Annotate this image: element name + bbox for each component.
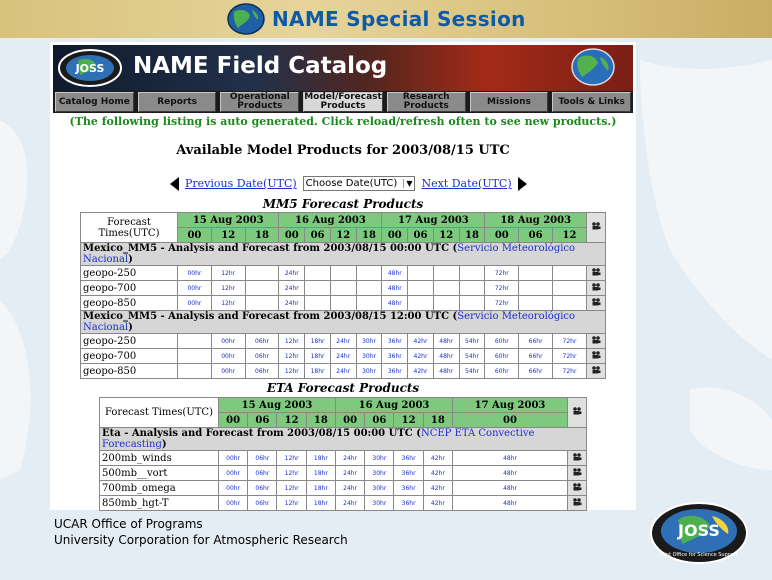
date-select-value: Choose Date(UTC) <box>305 178 398 189</box>
product-link[interactable]: 24hr <box>279 281 305 296</box>
empty-cell <box>178 334 212 349</box>
movie-link[interactable] <box>568 451 587 466</box>
movie-link[interactable] <box>587 296 606 311</box>
group-paren-close: ) <box>128 322 133 333</box>
product-link[interactable]: 48hr <box>433 364 459 379</box>
product-link[interactable]: 06hr <box>245 364 279 379</box>
next-arrow-icon[interactable] <box>518 177 527 191</box>
footer <box>54 516 348 548</box>
globe-icon <box>226 2 266 36</box>
table-row <box>81 266 606 281</box>
date-navigation <box>170 176 527 191</box>
product-link[interactable]: 72hr <box>485 281 519 296</box>
product-link[interactable]: 42hr <box>423 481 452 496</box>
product-link[interactable]: 54hr <box>459 364 485 379</box>
product-link[interactable]: 48hr <box>382 281 408 296</box>
product-link[interactable]: 24hr <box>336 466 365 481</box>
catalog-header <box>53 45 633 91</box>
variable-name: geopo-850 <box>81 296 178 311</box>
tab-research-products[interactable]: Research Products <box>387 92 466 112</box>
forecast-times-header: Forecast Times(UTC) <box>81 213 178 243</box>
product-link[interactable]: 36hr <box>382 364 408 379</box>
empty-cell <box>330 266 356 281</box>
group-title-text: Mexico_MM5 - Analysis and Forecast from 2003/08/15 00:00 UTC <box>83 243 450 254</box>
product-link[interactable]: 00hr <box>219 481 248 496</box>
joss-logo-text: JOSS <box>75 62 105 75</box>
product-link[interactable]: 24hr <box>336 451 365 466</box>
variable-name: 500mb__vort <box>100 466 219 481</box>
day-header: 18 Aug 2003 <box>485 213 587 228</box>
hour-header: 18 <box>356 228 382 243</box>
product-link[interactable]: 48hr <box>453 451 568 466</box>
product-link[interactable]: 12hr <box>279 364 305 379</box>
product-link[interactable]: 48hr <box>453 481 568 496</box>
product-link[interactable]: 12hr <box>277 481 306 496</box>
hour-header: 06 <box>408 228 434 243</box>
hour-header: 06 <box>519 228 553 243</box>
product-link[interactable]: 72hr <box>552 349 586 364</box>
empty-cell <box>330 281 356 296</box>
product-link[interactable]: 00hr <box>211 334 245 349</box>
empty-cell <box>552 266 586 281</box>
hour-header: 12 <box>330 228 356 243</box>
group-paren-open: ( <box>412 428 421 439</box>
product-link[interactable]: 48hr <box>453 466 568 481</box>
day-header: 16 Aug 2003 <box>279 213 382 228</box>
previous-date-link[interactable]: Previous Date(UTC) <box>185 177 297 190</box>
product-link[interactable]: 66hr <box>519 334 553 349</box>
camera-icon <box>572 407 582 415</box>
table-row <box>81 364 606 379</box>
variable-name: geopo-250 <box>81 266 178 281</box>
product-link[interactable]: 18hr <box>306 496 335 511</box>
empty-cell <box>552 296 586 311</box>
camera-icon <box>572 468 582 476</box>
product-link[interactable]: 42hr <box>423 496 452 511</box>
hour-header: 00 <box>279 228 305 243</box>
hour-header: 00 <box>219 413 248 428</box>
joss-footer-logo-subtext: Joint Office for Science Support <box>659 552 739 558</box>
product-link[interactable]: 48hr <box>382 266 408 281</box>
hour-header: 06 <box>305 228 331 243</box>
empty-cell <box>552 281 586 296</box>
tab-catalog-home[interactable]: Catalog Home <box>55 92 134 112</box>
product-link[interactable]: 18hr <box>306 466 335 481</box>
product-link[interactable]: 06hr <box>248 466 277 481</box>
variable-name: geopo-700 <box>81 349 178 364</box>
camera-icon <box>572 453 582 461</box>
group-paren-open: ( <box>449 311 458 322</box>
group-title-text: Eta - Analysis and Forecast from 2003/08/15 00:00 UTC <box>102 428 413 439</box>
hour-header: 00 <box>382 228 408 243</box>
empty-cell <box>408 266 434 281</box>
next-date-link[interactable]: Next Date(UTC) <box>421 177 512 190</box>
product-link[interactable]: 66hr <box>519 349 553 364</box>
product-link[interactable]: 24hr <box>336 481 365 496</box>
hour-header: 00 <box>453 413 568 428</box>
camera-icon <box>572 498 582 506</box>
table-row <box>100 466 587 481</box>
hour-header: 12 <box>433 228 459 243</box>
product-link[interactable]: 72hr <box>552 364 586 379</box>
product-link[interactable]: 00hr <box>219 466 248 481</box>
catalog-tabs <box>53 91 633 113</box>
product-link[interactable]: 30hr <box>356 364 382 379</box>
product-link[interactable]: 06hr <box>248 451 277 466</box>
banner-title: NAME Special Session <box>272 7 526 31</box>
header-days-row <box>100 398 587 413</box>
table-row <box>81 349 606 364</box>
empty-cell <box>459 281 485 296</box>
movie-link[interactable] <box>587 266 606 281</box>
product-link[interactable]: 48hr <box>453 496 568 511</box>
product-link[interactable]: 12hr <box>279 349 305 364</box>
group-row <box>81 243 606 266</box>
product-link[interactable]: 18hr <box>305 349 331 364</box>
product-link[interactable]: 24hr <box>330 364 356 379</box>
empty-cell <box>245 281 279 296</box>
tab-reports[interactable]: Reports <box>138 92 217 112</box>
hour-header: 18 <box>459 228 485 243</box>
product-link[interactable]: 48hr <box>433 349 459 364</box>
group-title <box>81 243 606 266</box>
product-link[interactable]: 18hr <box>306 481 335 496</box>
variable-name: 700mb_omega <box>100 481 219 496</box>
hour-header: 12 <box>211 228 245 243</box>
product-link[interactable]: 00hr <box>178 296 212 311</box>
header-days-row <box>81 213 606 228</box>
hour-header: 18 <box>423 413 452 428</box>
source-link[interactable]: Servicio Meteorológico Nacional <box>83 243 576 265</box>
product-link[interactable]: 24hr <box>330 349 356 364</box>
product-link[interactable]: 12hr <box>211 281 245 296</box>
empty-cell <box>519 296 553 311</box>
product-link[interactable]: 24hr <box>330 334 356 349</box>
product-link[interactable]: 06hr <box>245 349 279 364</box>
product-link[interactable]: 00hr <box>219 496 248 511</box>
hour-header: 06 <box>365 413 394 428</box>
product-link[interactable]: 30hr <box>365 466 394 481</box>
movie-link[interactable] <box>587 334 606 349</box>
product-link[interactable]: 24hr <box>279 296 305 311</box>
empty-cell <box>433 266 459 281</box>
movie-link[interactable] <box>587 364 606 379</box>
product-link[interactable]: 48hr <box>433 334 459 349</box>
product-link[interactable]: 36hr <box>382 349 408 364</box>
hour-header: 18 <box>306 413 335 428</box>
group-title <box>81 311 606 334</box>
name-globe-logo <box>568 47 618 87</box>
joss-footer-logo[interactable] <box>648 500 750 566</box>
product-link[interactable]: 30hr <box>356 349 382 364</box>
empty-cell <box>305 266 331 281</box>
day-header: 15 Aug 2003 <box>178 213 279 228</box>
empty-cell <box>433 296 459 311</box>
mm5-section-title: MM5 Forecast Products <box>262 197 424 211</box>
product-link[interactable]: 18hr <box>305 334 331 349</box>
movie-link[interactable] <box>587 281 606 296</box>
hour-header: 00 <box>485 228 519 243</box>
group-paren-open: ( <box>449 243 458 254</box>
empty-cell <box>459 266 485 281</box>
table-row <box>100 496 587 511</box>
empty-cell <box>459 296 485 311</box>
group-row <box>100 428 587 451</box>
camera-icon <box>591 298 601 306</box>
product-link[interactable]: 18hr <box>306 451 335 466</box>
group-title-text: Mexico_MM5 - Analysis and Forecast from 2003/08/15 12:00 UTC <box>83 311 450 322</box>
previous-arrow-icon[interactable] <box>170 177 179 191</box>
product-link[interactable]: 72hr <box>485 266 519 281</box>
product-link[interactable]: 18hr <box>305 364 331 379</box>
empty-cell <box>356 281 382 296</box>
product-link[interactable]: 00hr <box>219 451 248 466</box>
product-link[interactable]: 00hr <box>211 364 245 379</box>
day-header: 16 Aug 2003 <box>336 398 453 413</box>
product-link[interactable]: 60hr <box>485 364 519 379</box>
camera-icon <box>591 283 601 291</box>
day-header: 17 Aug 2003 <box>382 213 485 228</box>
product-link[interactable]: 24hr <box>279 266 305 281</box>
product-link[interactable]: 42hr <box>408 349 434 364</box>
tab-tools-links[interactable]: Tools & Links <box>552 92 631 112</box>
joss-logo[interactable] <box>56 47 124 89</box>
variable-name: 200mb_winds <box>100 451 219 466</box>
group-paren-close: ) <box>161 439 167 450</box>
movie-link[interactable] <box>568 496 587 511</box>
product-link[interactable]: 36hr <box>394 466 423 481</box>
group-row <box>81 311 606 334</box>
date-select[interactable] <box>303 176 416 191</box>
table-row <box>81 281 606 296</box>
group-title <box>100 428 587 451</box>
empty-cell <box>433 281 459 296</box>
product-link[interactable]: 30hr <box>365 481 394 496</box>
catalog-title: NAME Field Catalog <box>133 53 388 79</box>
mm5-products-table <box>80 212 606 379</box>
product-link[interactable]: 36hr <box>394 496 423 511</box>
empty-cell <box>305 296 331 311</box>
hour-header: 12 <box>552 228 586 243</box>
product-link[interactable]: 06hr <box>248 496 277 511</box>
product-link[interactable]: 06hr <box>248 481 277 496</box>
camera-icon <box>591 351 601 359</box>
empty-cell <box>519 266 553 281</box>
product-link[interactable]: 24hr <box>336 496 365 511</box>
product-link[interactable]: 30hr <box>356 334 382 349</box>
camera-icon <box>591 222 601 230</box>
source-link[interactable]: Servicio Meteorológico Nacional <box>83 311 576 333</box>
product-link[interactable]: 00hr <box>178 281 212 296</box>
product-link[interactable]: 12hr <box>277 451 306 466</box>
tab-operational-products[interactable]: Operational Products <box>220 92 299 112</box>
product-link[interactable]: 12hr <box>277 466 306 481</box>
day-header: 17 Aug 2003 <box>453 398 568 413</box>
movie-link[interactable] <box>568 466 587 481</box>
available-products-title: Available Model Products for 2003/08/15 UTC <box>176 143 510 158</box>
product-link[interactable]: 72hr <box>485 296 519 311</box>
chevron-down-icon: ▼ <box>403 179 412 188</box>
joss-footer-logo-text: JOSS <box>678 521 720 540</box>
empty-cell <box>178 349 212 364</box>
banner-title-group <box>226 2 526 36</box>
empty-cell <box>408 281 434 296</box>
table-row <box>100 481 587 496</box>
product-link[interactable]: 00hr <box>211 349 245 364</box>
tab-missions[interactable]: Missions <box>470 92 549 112</box>
empty-cell <box>356 266 382 281</box>
hour-header: 00 <box>178 228 212 243</box>
camera-icon <box>591 268 601 276</box>
product-link[interactable]: 42hr <box>423 451 452 466</box>
movie-link[interactable] <box>568 481 587 496</box>
camera-icon <box>591 366 601 374</box>
empty-cell <box>408 296 434 311</box>
hour-header: 06 <box>248 413 277 428</box>
table-row <box>100 451 587 466</box>
product-link[interactable]: 54hr <box>459 334 485 349</box>
empty-cell <box>519 281 553 296</box>
movie-link[interactable] <box>587 349 606 364</box>
hour-header: 12 <box>394 413 423 428</box>
product-link[interactable]: 06hr <box>245 334 279 349</box>
eta-section-title: ETA Forecast Products <box>266 381 420 395</box>
forecast-times-header: Forecast Times(UTC) <box>100 398 219 428</box>
camera-icon <box>572 483 582 491</box>
movie-header[interactable] <box>587 213 606 243</box>
product-link[interactable]: 30hr <box>365 451 394 466</box>
product-link[interactable]: 12hr <box>211 266 245 281</box>
source-link[interactable]: NCEP ETA Convective Forecasting <box>102 428 535 450</box>
product-link[interactable]: 54hr <box>459 349 485 364</box>
eta-products-table <box>99 397 587 511</box>
product-link[interactable]: 66hr <box>519 364 553 379</box>
empty-cell <box>245 296 279 311</box>
product-link[interactable]: 72hr <box>552 334 586 349</box>
product-link[interactable]: 42hr <box>408 364 434 379</box>
product-link[interactable]: 60hr <box>485 349 519 364</box>
product-link[interactable]: 48hr <box>382 296 408 311</box>
product-link[interactable]: 42hr <box>423 466 452 481</box>
tab-model-forecast-products[interactable]: Model/Forecast Products <box>304 92 382 111</box>
product-link[interactable]: 12hr <box>277 496 306 511</box>
hour-header: 12 <box>277 413 306 428</box>
variable-name: geopo-700 <box>81 281 178 296</box>
footer-line-2: University Corporation for Atmospheric Research <box>54 533 348 547</box>
table-row <box>81 334 606 349</box>
day-header: 15 Aug 2003 <box>219 398 336 413</box>
variable-name: geopo-250 <box>81 334 178 349</box>
hour-header: 00 <box>336 413 365 428</box>
camera-icon <box>591 336 601 344</box>
empty-cell <box>330 296 356 311</box>
empty-cell <box>178 364 212 379</box>
empty-cell <box>245 266 279 281</box>
product-link[interactable]: 30hr <box>365 496 394 511</box>
product-link[interactable]: 12hr <box>211 296 245 311</box>
product-link[interactable]: 36hr <box>382 334 408 349</box>
product-link[interactable]: 42hr <box>408 334 434 349</box>
variable-name: 850mb_hgt-T <box>100 496 219 511</box>
footer-line-1: UCAR Office of Programs <box>54 517 203 531</box>
group-paren-close: ) <box>128 254 133 265</box>
table-row <box>81 296 606 311</box>
product-link[interactable]: 60hr <box>485 334 519 349</box>
auto-generated-notice: (The following listing is auto generated. Click reload/refresh often to see new products.) <box>69 115 617 128</box>
variable-name: geopo-850 <box>81 364 178 379</box>
empty-cell <box>305 281 331 296</box>
hour-header: 18 <box>245 228 279 243</box>
product-link[interactable]: 00hr <box>178 266 212 281</box>
empty-cell <box>356 296 382 311</box>
product-link[interactable]: 36hr <box>394 481 423 496</box>
movie-header[interactable] <box>568 398 587 428</box>
product-link[interactable]: 12hr <box>279 334 305 349</box>
product-link[interactable]: 36hr <box>394 451 423 466</box>
